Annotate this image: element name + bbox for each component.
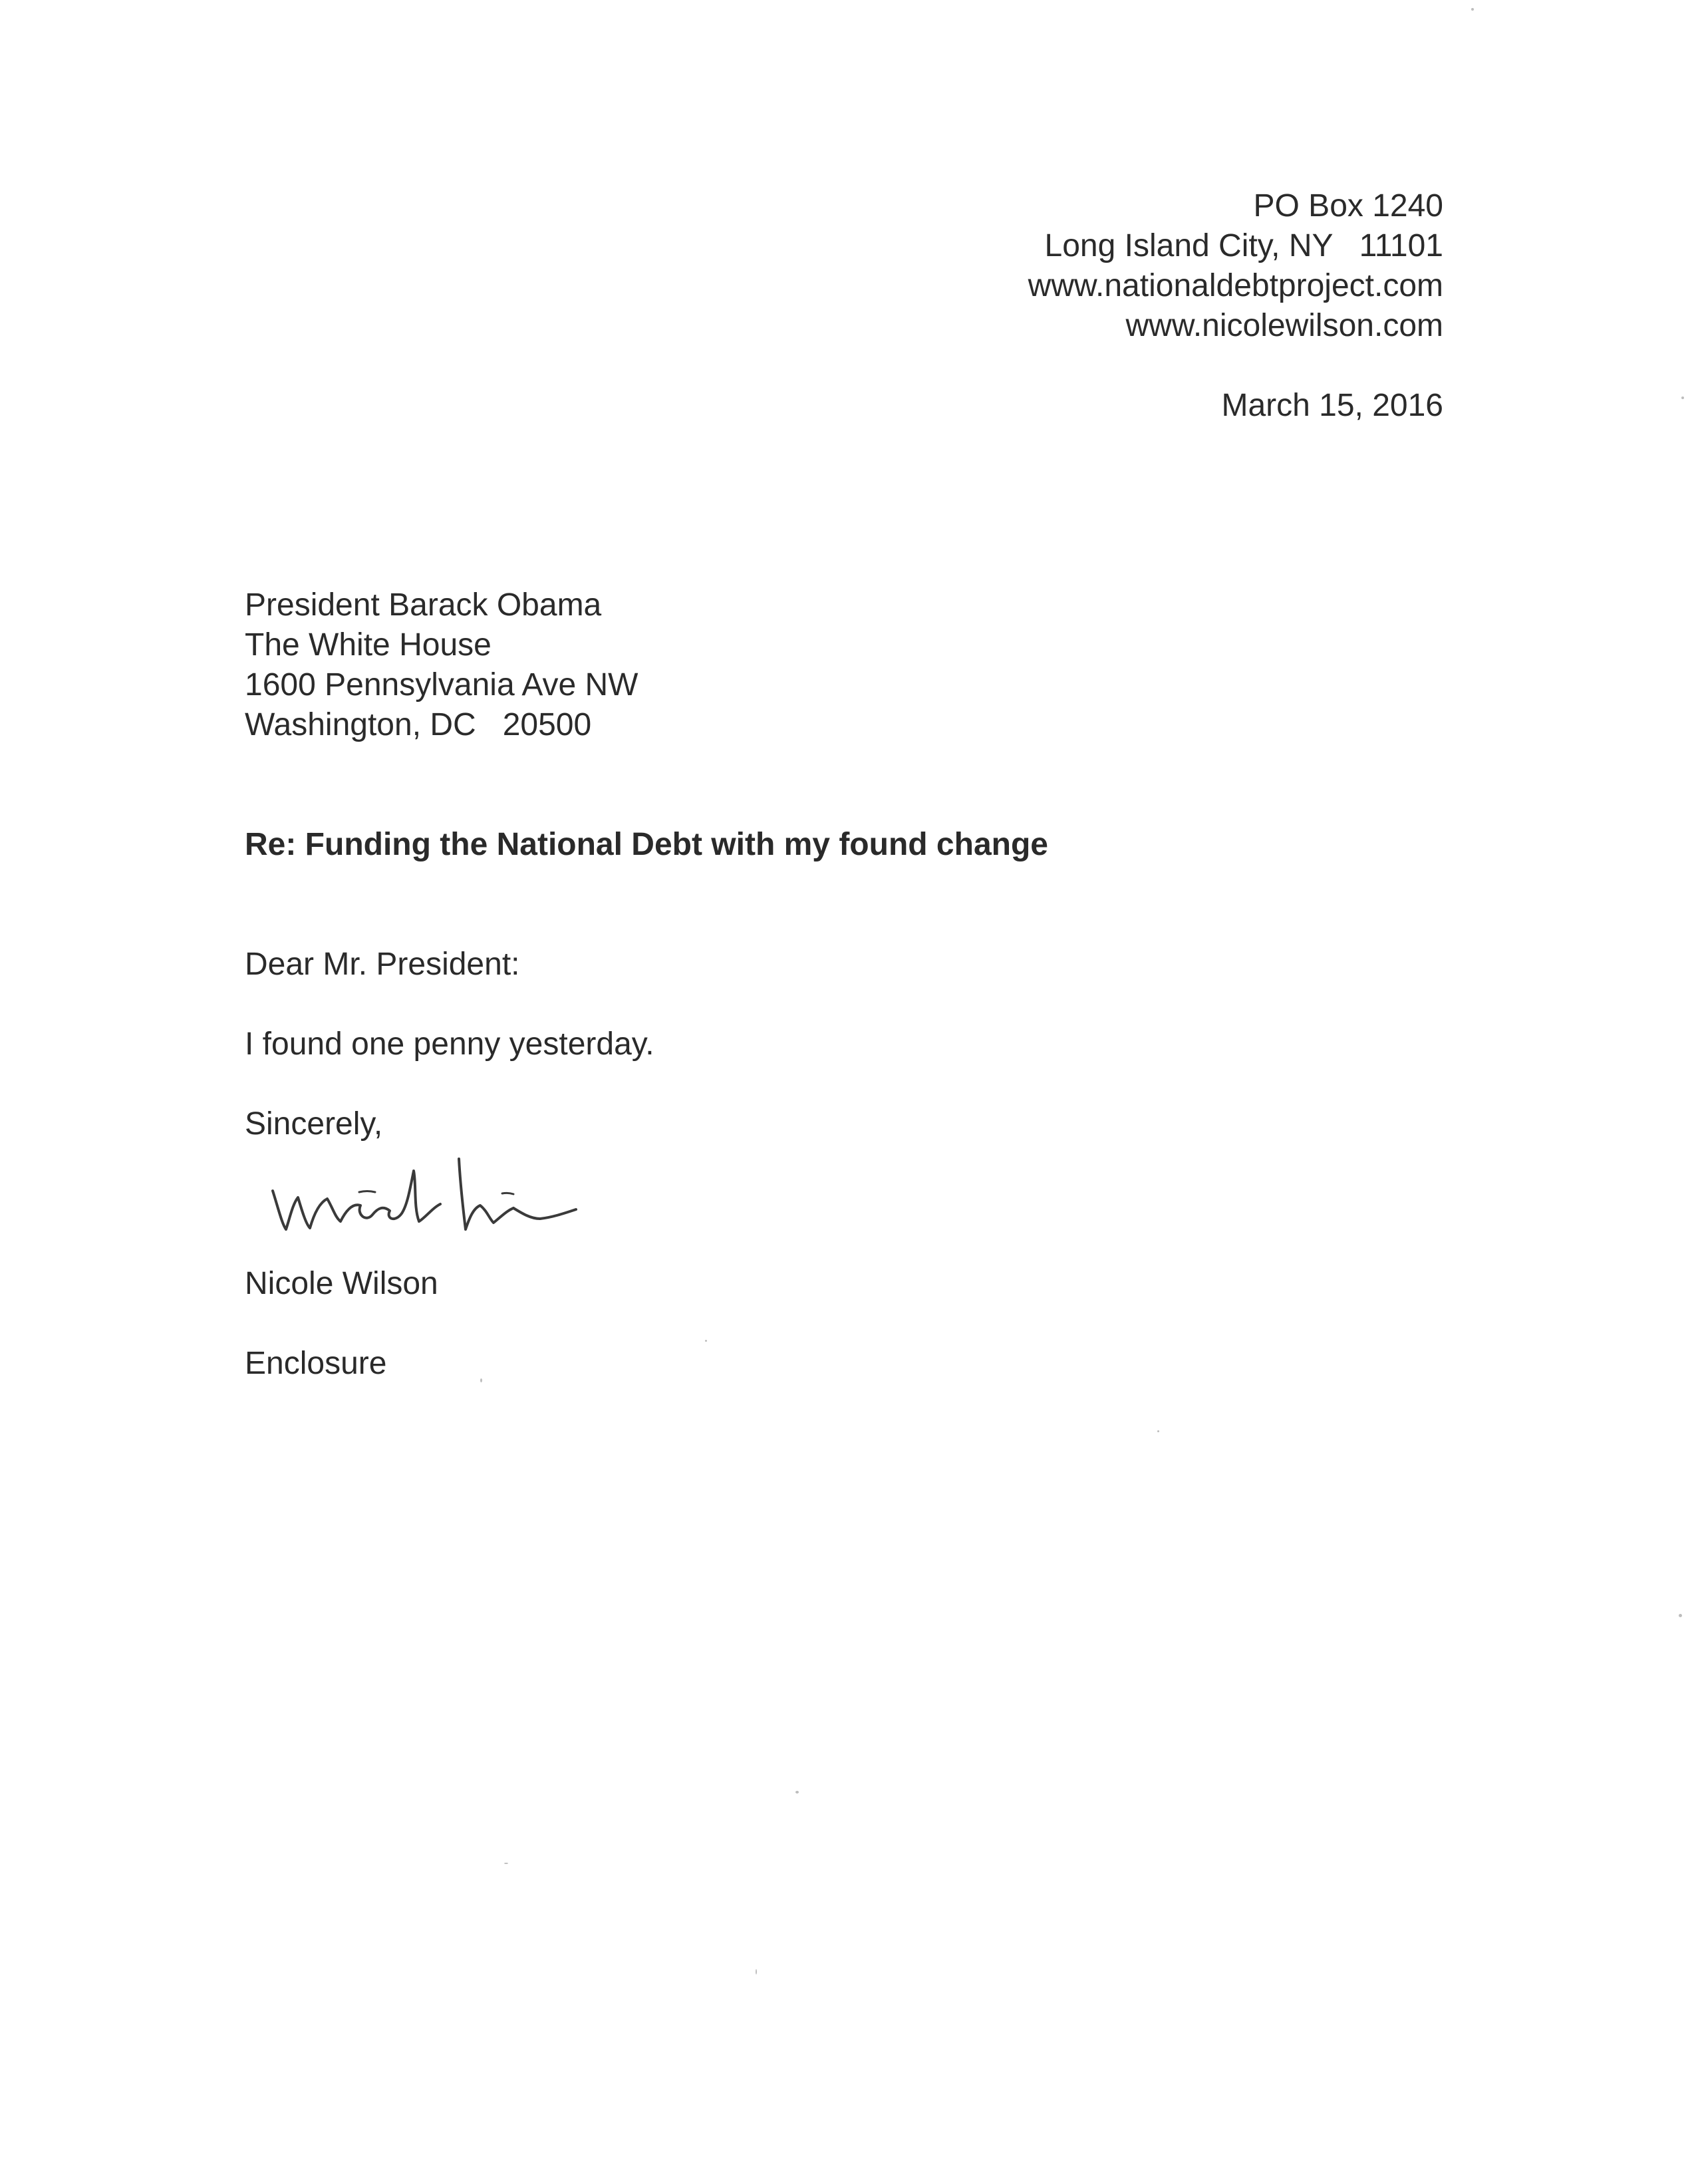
- scan-speck: [795, 1791, 799, 1794]
- recipient-name: President Barack Obama: [245, 587, 602, 623]
- recipient-city-state-zip: Washington, DC 20500: [245, 707, 592, 742]
- letter-date: March 15, 2016: [1221, 388, 1443, 423]
- sender-address-line1: PO Box 1240: [1253, 188, 1443, 224]
- sender-website2: www.nicolewilson.com: [1125, 308, 1443, 343]
- handwritten-signature: [266, 1144, 585, 1244]
- recipient-organization: The White House: [245, 627, 492, 663]
- recipient-address-block: [245, 585, 638, 745]
- letter-body: I found one penny yesterday.: [245, 1026, 654, 1062]
- subject-line: Re: Funding the National Debt with my found change: [245, 827, 1048, 862]
- sender-address-line2: Long Island City, NY 11101: [1044, 228, 1443, 263]
- recipient-street: 1600 Pennsylvania Ave NW: [245, 667, 638, 702]
- scan-speck: [504, 1863, 508, 1864]
- scan-speck: [480, 1378, 482, 1382]
- sender-address-block: [1028, 186, 1443, 346]
- scan-speck: [756, 1969, 757, 1974]
- scan-speck: [1681, 396, 1684, 399]
- salutation: Dear Mr. President:: [245, 947, 520, 982]
- scan-speck: [1679, 1614, 1682, 1617]
- signer-name: Nicole Wilson: [245, 1266, 438, 1301]
- closing: Sincerely,: [245, 1106, 383, 1142]
- scan-speck: [705, 1340, 707, 1342]
- enclosure-note: Enclosure: [245, 1346, 387, 1381]
- scan-speck: [1471, 8, 1474, 11]
- sender-website1: www.nationaldebtproject.com: [1028, 268, 1443, 303]
- scan-speck: [1157, 1430, 1159, 1432]
